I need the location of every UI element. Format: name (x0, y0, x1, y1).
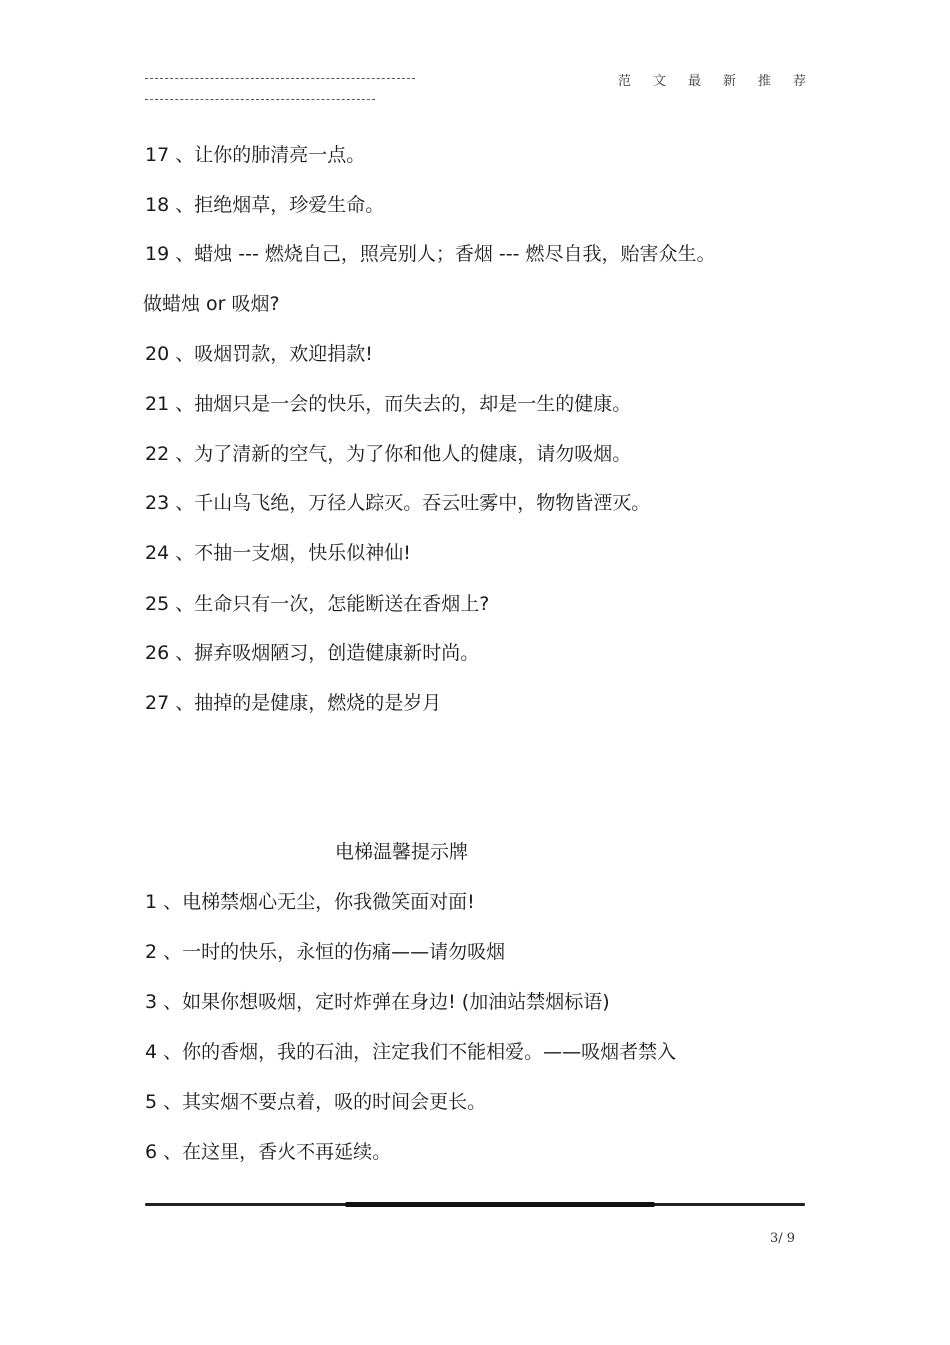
slogan-line-17: 17 、让你的肺清亮一点。 (145, 144, 366, 166)
elevator-line-1: 1 、电梯禁烟心无尘，你我微笑面对面! (145, 891, 475, 913)
elevator-line-6: 6 、在这里，香火不再延续。 (145, 1141, 392, 1163)
page-number: 3/ 9 (770, 1231, 796, 1246)
slogan-line-20: 20 、吸烟罚款，欢迎捐款! (145, 343, 373, 365)
header-dashed-line-1 (145, 78, 415, 79)
elevator-line-5: 5 、其实烟不要点着，吸的时间会更长。 (145, 1091, 487, 1113)
slogan-line-22: 22 、为了清新的空气，为了你和他人的健康，请勿吸烟。 (145, 443, 632, 465)
slogan-line-27: 27 、抽掉的是健康，燃烧的是岁月 (145, 692, 442, 714)
slogan-line-26: 26 、摒弃吸烟陋习，创造健康新时尚。 (145, 642, 480, 664)
elevator-line-3: 3 、如果你想吸烟，定时炸弹在身边! (加油站禁烟标语) (145, 991, 610, 1013)
slogan-line-23: 23 、千山鸟飞绝，万径人踪灭。吞云吐雾中，物物皆湮灭。 (145, 492, 651, 514)
elevator-line-2: 2 、一时的快乐，永恒的伤痛——请勿吸烟 (145, 941, 506, 963)
slogan-line-19-continued: 做蜡烛 or 吸烟? (143, 293, 280, 315)
footer-rule (145, 1203, 805, 1206)
header-dashed-line-2 (145, 99, 375, 100)
elevator-line-4: 4 、你的香烟，我的石油，注定我们不能相爱。——吸烟者禁入 (145, 1041, 677, 1063)
section-title: 电梯温馨提示牌 (335, 841, 469, 863)
slogan-line-19: 19 、蜡烛 --- 燃烧自己，照亮别人；香烟 --- 燃尽自我，贻害众生。 (145, 243, 716, 265)
slogan-line-18: 18 、拒绝烟草，珍爱生命。 (145, 194, 385, 216)
header-title: 范文最新推荐 (618, 74, 829, 89)
slogan-line-24: 24 、不抽一支烟，快乐似神仙! (145, 542, 411, 564)
slogan-line-25: 25 、生命只有一次，怎能断送在香烟上? (145, 593, 490, 615)
slogan-line-21: 21 、抽烟只是一会的快乐，而失去的，却是一生的健康。 (145, 393, 632, 415)
